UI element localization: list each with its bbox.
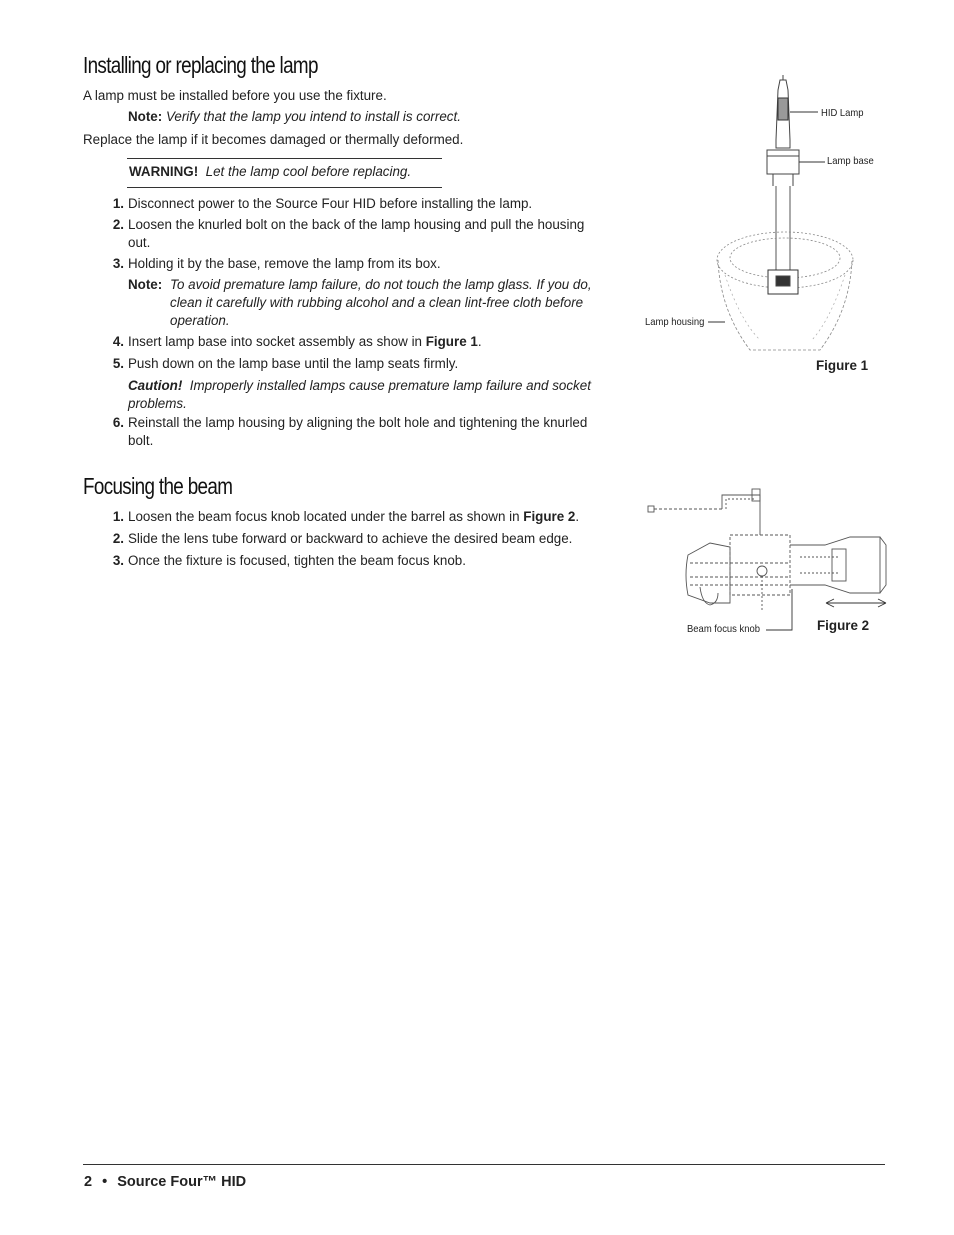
caution-note	[128, 377, 628, 413]
list-item	[108, 216, 628, 252]
note-label: Note:	[128, 109, 163, 124]
intro-text: A lamp must be installed before you use the fixture.	[83, 88, 387, 103]
product-name: Source Four™ HID	[117, 1174, 247, 1190]
caution-label: Caution!	[128, 378, 183, 393]
step-text-continued: bolt.	[128, 433, 154, 448]
step-number: 1.	[112, 196, 124, 211]
figure-2-reference: Figure 2	[523, 509, 576, 524]
section-heading-focusing: Focusing the beam	[83, 473, 233, 499]
step-number: 3.	[112, 553, 124, 568]
step-text: Disconnect power to the Source Four HID before installing the lamp.	[128, 196, 533, 211]
step-text: Insert lamp base into socket assembly as show in Figure 1.	[128, 334, 482, 349]
list-item	[108, 333, 628, 351]
replace-text: Replace the lamp if it becomes damaged or thermally deformed.	[83, 132, 464, 147]
caution-text: Improperly installed lamps cause premature lamp failure and socket	[189, 378, 591, 393]
note-lamp-glass	[128, 276, 628, 330]
step-number: 6.	[112, 415, 124, 430]
list-item	[108, 414, 628, 450]
note2-label: Note:	[128, 277, 163, 292]
step-number: 4.	[112, 334, 124, 349]
list-item	[108, 355, 628, 373]
step-text: Loosen the knurled bolt on the back of the lamp housing and pull the housing	[128, 217, 585, 232]
list-item	[108, 508, 628, 526]
warning-text: Let the lamp cool before replacing.	[205, 164, 412, 179]
label-lamp-housing: Lamp housing	[645, 316, 705, 328]
list-item	[108, 552, 628, 570]
note2-line: clean it carefully with rubbing alcohol and a clean lint-free cloth before	[170, 295, 584, 310]
note-text: Verify that the lamp you intend to install is correct.	[165, 109, 461, 124]
note2-line: To avoid premature lamp failure, do not touch the lamp glass. If you do,	[170, 277, 592, 292]
label-hid-lamp: HID Lamp	[821, 107, 864, 119]
label-beam-focus-knob: Beam focus knob	[687, 623, 761, 635]
step-text: Slide the lens tube forward or backward to achieve the desired beam edge.	[128, 531, 573, 546]
figure-2-caption: Figure 2	[817, 618, 870, 633]
footer-rule	[83, 1164, 885, 1165]
list-item	[108, 530, 628, 548]
step-number: 3.	[112, 256, 124, 271]
list-item	[108, 195, 628, 213]
warning-label: WARNING!	[129, 164, 199, 179]
step-text: Loosen the beam focus knob located under the barrel as shown in Figure 2.	[128, 509, 580, 524]
step-text: Once the fixture is focused, tighten the beam focus knob.	[128, 553, 466, 568]
step-text: Reinstall the lamp housing by aligning the bolt hole and tightening the knurled	[128, 415, 588, 430]
step-text-continued: out.	[128, 235, 151, 250]
note-verify	[128, 108, 461, 126]
step-number: 2.	[112, 217, 124, 232]
step-number: 1.	[112, 509, 124, 524]
list-item	[108, 255, 628, 273]
section-heading-installing: Installing or replacing the lamp	[83, 52, 318, 78]
figure-1-reference: Figure 1	[425, 334, 478, 349]
step-number: 5.	[112, 356, 124, 371]
step-number: 2.	[112, 531, 124, 546]
warning-box	[127, 158, 442, 188]
page-footer	[84, 1174, 246, 1190]
note2-line: operation.	[170, 313, 230, 328]
figure-2-fixture-illustration	[640, 485, 890, 635]
footer-bullet: •	[102, 1174, 108, 1190]
label-lamp-base: Lamp base	[827, 155, 874, 167]
step-text: Holding it by the base, remove the lamp from its box.	[128, 256, 441, 271]
figure-1-caption: Figure 1	[816, 358, 869, 373]
caution-text-continued: problems.	[128, 396, 187, 411]
step-text: Push down on the lamp base until the lamp seats firmly.	[128, 356, 459, 371]
page-number: 2	[84, 1174, 93, 1190]
